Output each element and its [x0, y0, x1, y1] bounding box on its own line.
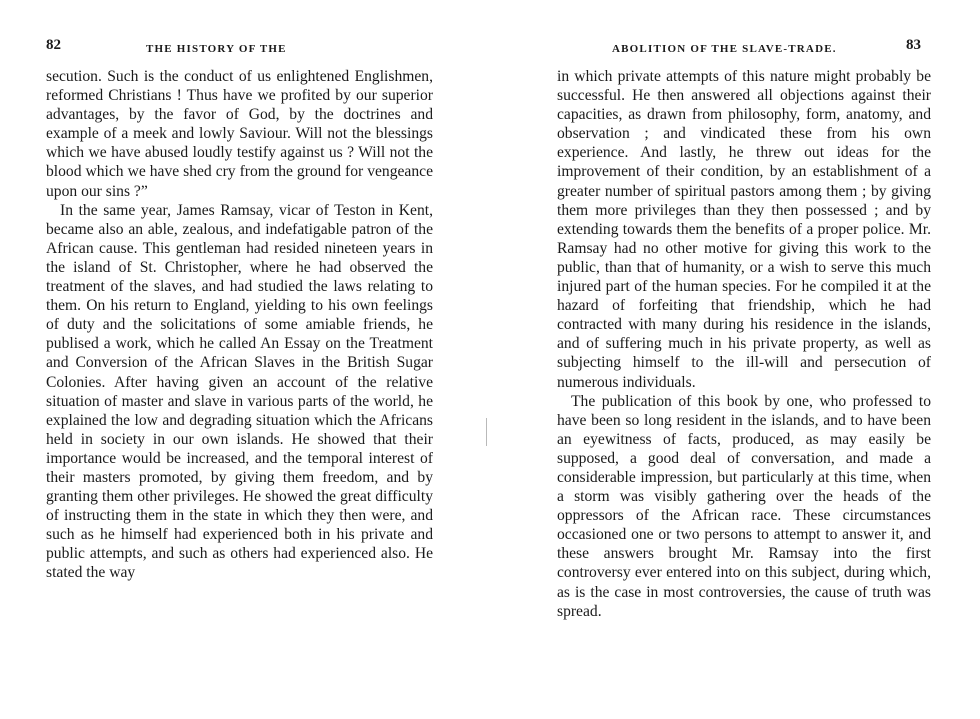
left-page: [0, 0, 470, 719]
right-paragraph-continued: in which private attempts of this nature might probably be successful. He then answered all objections against their capacities, as drawn from philosophy, form, anatomy, and observation ; and vindicated these from his own experience. And lastly, he threw out ideas for the improvement of their condition, by an establishment of a greater number of spiritual pastors among them ; by giving them more privileges than they then possessed ; and by extending towards them the benefits of a proper police. Mr. Ramsay had no other motive for giving this work to the public, than that of humanity, or a wish to serve this much injured part of the human species. For he compiled it at the hazard of forfeiting that friendship, which he had contracted with many during his residence in the islands, and of suffering much in his private property, as well as subjecting himself to the ill-will and persecution of numerous individuals.: [557, 68, 931, 391]
right-paragraph-publication: The publication of this book by one, who professed to have been so long resident in the islands, and to have been an eyewitness of facts, produced, as may easily be supposed, a good deal of conversation, and made a considerable impression, but particularly at this time, when a storm was visibly gathering over the heads of the oppressors of the African race. These circumstances occasioned one or two persons to attempt to answer it, and these answers brought Mr. Ramsay into the first controversy ever entered into on this subject, during which, as is the case in most controversies, the cause of truth was spread.: [557, 392, 931, 620]
left-paragraph-ramsay: In the same year, James Ramsay, vicar of Teston in Kent, became also an able, zealous, and indefatigable patron of the African cause. This gentleman had resided nineteen years in the island of St. Christopher, where he had observed the treatment of the slaves, and had studied the laws relating to them. On his return to England, yielding to his own feelings of duty and the solicitations of some amiable friends, he publised a work, which he called An Essay on the Treatment and Conversion of the African Slaves in the British Sugar Colonies. After having given an account of the relative situation of master and slave in various parts of the world, he explained the low and degrading situation which the Africans held in society in our own islands. He showed that their importance would be increased, and the temporal interest of their masters promoted, by giving them freedom, and by granting them other privileges. He showed the great difficulty of instructing them in the state in which they then were, and such as he himself had experienced both in his private and public attempts, and such as others had experienced also. He stated the way: [46, 201, 433, 582]
left-running-head: [46, 37, 432, 62]
left-paragraph-continued: secution. Such is the conduct of us enlightened Englishmen, reformed Christians ! Thus have we profited by our superior advantages, by the favor of God, by the doctrines and example of a meek and lowly Saviour. Will not the blessings which we have abused loudly testify against us ? Will not the blood which we have shed cry from the ground for vengeance upon our sins ?”: [46, 68, 433, 200]
gutter-mark: [486, 418, 487, 446]
right-page-number: 83: [906, 37, 921, 53]
left-page-number: 82: [46, 37, 61, 53]
right-page: [500, 0, 980, 719]
right-running-head: [556, 37, 932, 62]
right-running-head-title: ABOLITION OF THE SLAVE-TRADE.: [612, 43, 837, 55]
left-page-body: [46, 67, 433, 583]
right-page-body: [557, 67, 931, 621]
left-running-head-title: THE HISTORY OF THE: [146, 43, 287, 55]
